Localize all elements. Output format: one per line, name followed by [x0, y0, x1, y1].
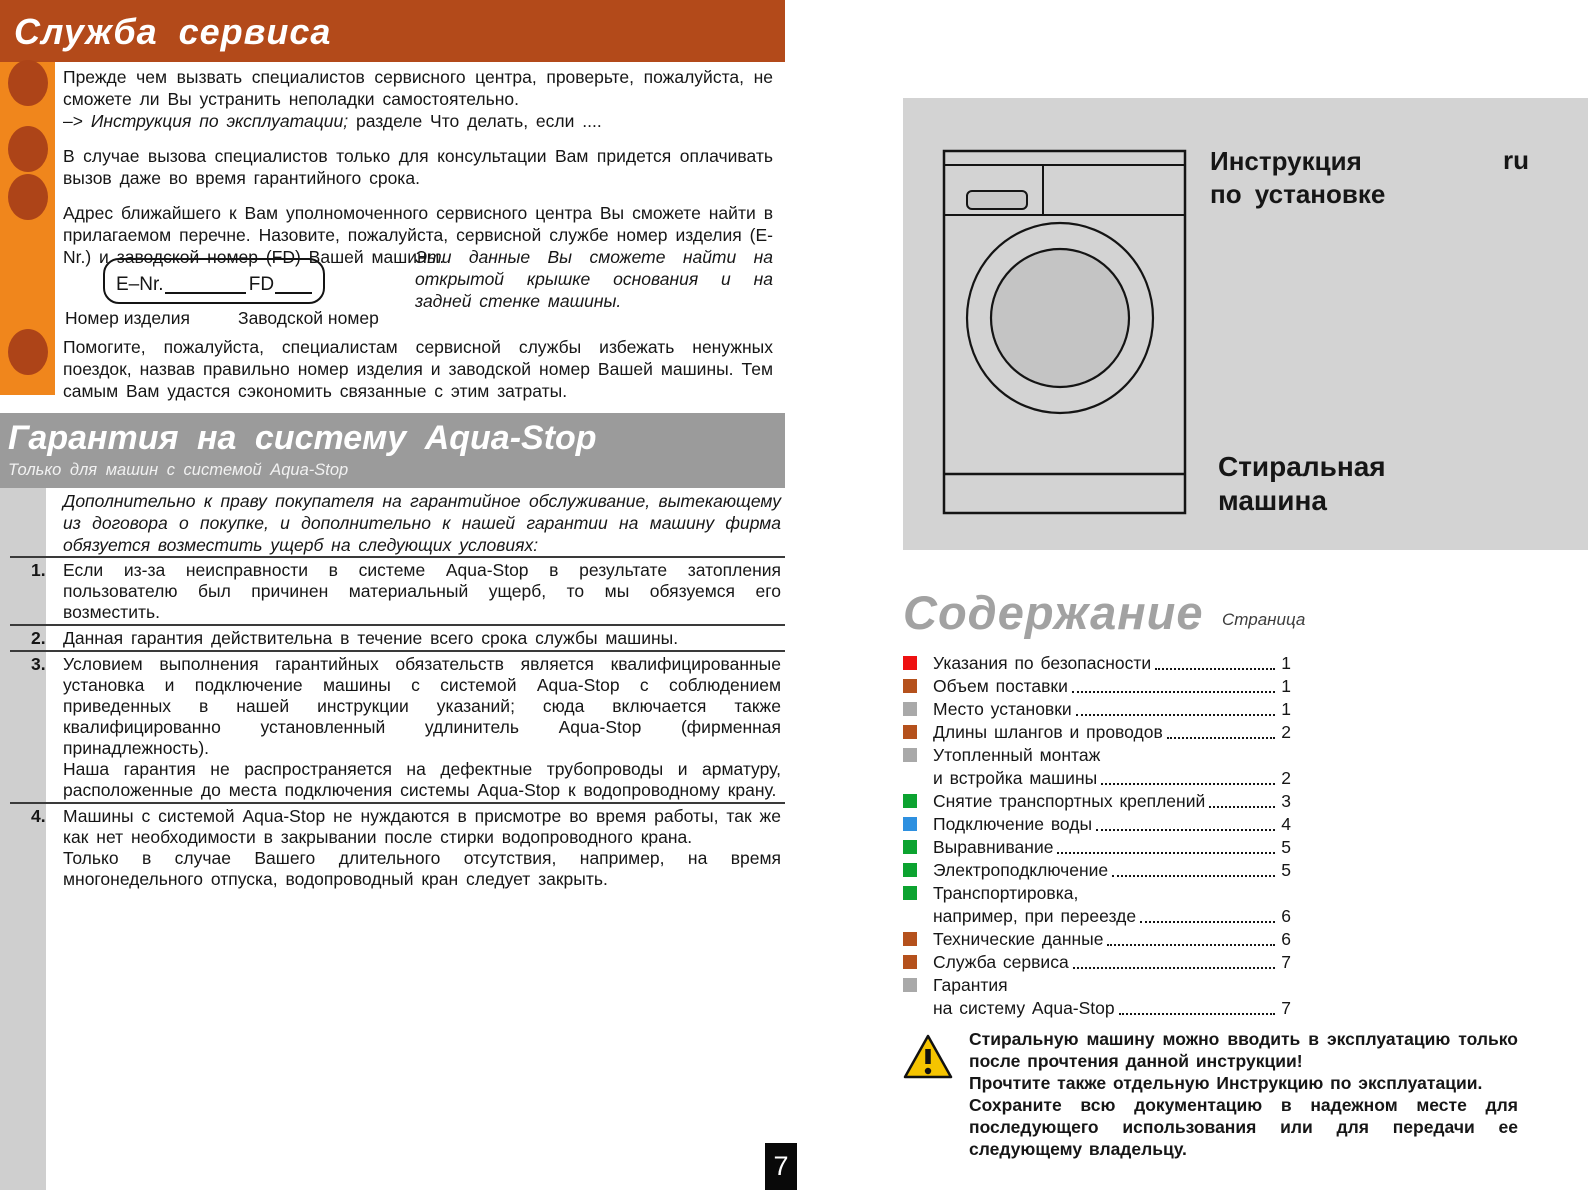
- product-number-label: Номер изделия: [65, 308, 190, 328]
- toc-page-column-label: Страница: [1222, 610, 1306, 629]
- dot-leader: [1072, 691, 1275, 693]
- warranty-item-text: Если из-за неисправности в системе Aqua-Stop в результате затопления пользователю был причинен материальный ущерб, то мы обязуемся его возместить.: [63, 560, 781, 622]
- toc-page-number: 4: [1281, 814, 1291, 834]
- toc-item-transporting: [903, 882, 1291, 928]
- warranty-item-4: [10, 802, 785, 891]
- toc-page-number: 7: [1281, 952, 1291, 972]
- toc-label: Подключение воды: [933, 814, 1093, 834]
- fd-underline: [275, 292, 312, 294]
- cover-panel: [903, 98, 1588, 550]
- toc-item-hose-lengths: [903, 721, 1291, 744]
- toc-label: Объем поставки: [933, 676, 1068, 696]
- toc-item-levelling: [903, 836, 1291, 859]
- toc-page-number: 2: [1281, 768, 1291, 788]
- product-name-line1: Стиральная: [1218, 451, 1386, 482]
- dot-leader: [1119, 1013, 1275, 1015]
- toc-label: Электроподключение: [933, 860, 1109, 880]
- warranty-item-2: [10, 624, 785, 650]
- toc-label-line1: Утопленный монтаж: [933, 745, 1101, 765]
- toc-label: например, при переезде: [933, 906, 1137, 926]
- warning-text: [969, 1028, 1518, 1160]
- toc-label-line1: Гарантия: [933, 975, 1008, 995]
- section-color-square: [903, 886, 917, 900]
- section-color-square: [903, 817, 917, 831]
- section-color-square: [903, 725, 917, 739]
- dot-leader: [1073, 967, 1275, 969]
- toc-title: Содержание: [903, 586, 1204, 639]
- toc-item-aquastop-warranty: [903, 974, 1291, 1020]
- section-color-square: [903, 955, 917, 969]
- warranty-item-1: [10, 556, 785, 624]
- section-color-square: [903, 702, 917, 716]
- warranty-item-number: 4.: [31, 806, 46, 826]
- service-section-header: [0, 0, 785, 62]
- toc-item-technical-data: [903, 928, 1291, 951]
- service-paragraph-4: Помогите, пожалуйста, специалистам сервисной службы избежать ненужных поездок, назвав правильно номер изделия и заводской номер Вашей машины. Тем самым Вам удастся сэкономить связанные с этим затраты.: [63, 337, 773, 401]
- toc-label: Служба сервиса: [933, 952, 1069, 972]
- dot-leader: [1140, 921, 1275, 923]
- toc-item-recessed-install: [903, 744, 1291, 790]
- toc-page-number: 1: [1281, 676, 1291, 696]
- service-paragraph-3: Адрес ближайшего к Вам уполномоченного сервисного центра Вы сможете найти в прилагаемом перечне. Назовите, пожалуйста, сервисной службе номер изделия (E-Nr.) и заводской номер (FD) Вашей машины.: [63, 203, 773, 267]
- washing-machine-illustration: [930, 148, 1188, 516]
- toc-page-number: 5: [1281, 860, 1291, 880]
- warranty-item-text: [63, 654, 785, 801]
- detergent-drawer: [967, 191, 1027, 209]
- toc-page-number: 7: [1281, 998, 1291, 1018]
- warranty-item-number: 2.: [31, 628, 46, 648]
- warning-line-2: Прочтите также отдельную Инструкцию по эксплуатации.: [969, 1073, 1483, 1093]
- section-color-square: [903, 679, 917, 693]
- enr-underline: [165, 292, 246, 294]
- warranty-section-title: Гарантия на систему Aqua-Stop: [8, 419, 597, 457]
- toc-label: на систему Aqua-Stop: [933, 998, 1115, 1018]
- warranty-item-paragraph: Наша гарантия не распространяется на дефектные трубопроводы и арматуру, расположенные до места подключения системы Aqua-Stop к водопроводному крану.: [63, 759, 781, 800]
- service-paragraph-1: [63, 66, 773, 132]
- enr-fd-entry-box: [103, 258, 325, 304]
- toc-item-electrical: [903, 859, 1291, 882]
- door-glass: [991, 249, 1129, 387]
- page-number-badge: [765, 1143, 797, 1190]
- section-color-square: [903, 932, 917, 946]
- toc-item-delivery: [903, 675, 1291, 698]
- dot-leader: [1155, 668, 1275, 670]
- toc-label-line1: Транспортировка,: [933, 883, 1079, 903]
- warranty-item-text: [63, 806, 785, 890]
- service-reference-rest: разделе Что делать, если ....: [355, 111, 602, 131]
- language-code: ru: [1503, 145, 1529, 175]
- fd-label: FD: [248, 274, 275, 295]
- warranty-item-paragraph: Условием выполнения гарантийных обязательств является квалифицированные установка и подключение машины с системой Aqua-Stop с соблюдением приведенных в нашей инструкции указаний; сюда включается также квалифицированно установленный удлинитель Aqua-Stop (фирменная принадлежность).: [63, 654, 781, 758]
- dot-leader: [1096, 829, 1275, 831]
- warranty-intro: Дополнительно к праву покупателя на гарантийное обслуживание, вытекающему из договора о покупке, и дополнительно к нашей гарантии на машину фирма обязуется возместить ущерб на следующих условиях:: [63, 491, 781, 555]
- service-reference-line: [63, 110, 773, 132]
- warranty-section-header: [0, 413, 785, 488]
- bullet-icon: [8, 126, 48, 172]
- section-color-square: [903, 840, 917, 854]
- toc-label: Указания по безопасности: [933, 653, 1152, 673]
- enr-label: E–Nr.: [116, 274, 164, 295]
- toc-page-number: 6: [1281, 929, 1291, 949]
- warranty-conditions-list: [10, 556, 785, 891]
- toc-label: Место установки: [933, 699, 1072, 719]
- toc-page-number: 2: [1281, 722, 1291, 742]
- page-number: 7: [773, 1151, 789, 1181]
- cover-title: [1210, 145, 1385, 211]
- serial-number-label: Заводской номер: [238, 308, 379, 328]
- toc-label: Выравнивание: [933, 837, 1054, 857]
- dot-leader: [1101, 783, 1275, 785]
- service-reference-italic: Инструкция по эксплуатации;: [90, 111, 349, 131]
- bullet-icon: [8, 60, 48, 106]
- toc-page-number: 1: [1281, 653, 1291, 673]
- dot-leader: [1076, 714, 1275, 716]
- warranty-item-number: 3.: [31, 654, 46, 674]
- cover-title-line2: по установке: [1210, 179, 1386, 209]
- toc-item-service: [903, 951, 1291, 974]
- toc-page-number: 5: [1281, 837, 1291, 857]
- section-color-square: [903, 794, 917, 808]
- warning-line-3: Сохраните всю документацию в надежном месте для последующего использования или для передачи ее следующему владельцу.: [969, 1095, 1518, 1159]
- warning-block: [903, 1028, 1518, 1160]
- toc-item-safety: [903, 652, 1291, 675]
- warranty-item-paragraph: Только в случае Вашего длительного отсутствия, например, на время многонедельного отпуска, водопроводный кран следует закрыть.: [63, 848, 781, 889]
- service-section-title: Служба сервиса: [14, 11, 332, 52]
- warning-line-1: Стиральную машину можно вводить в эксплуатацию только после прочтения данной инструкции!: [969, 1029, 1518, 1071]
- section-color-square: [903, 863, 917, 877]
- section-color-square: [903, 748, 917, 762]
- dot-leader: [1057, 852, 1275, 854]
- warranty-item-3: [10, 650, 785, 802]
- product-name: [1218, 450, 1386, 518]
- toc-page-number: 6: [1281, 906, 1291, 926]
- dot-leader: [1209, 806, 1275, 808]
- dot-leader: [1112, 875, 1275, 877]
- toc-item-transport-bolts: [903, 790, 1291, 813]
- enr-note: Эти данные Вы сможете найти на открытой крышке основания и на задней стенке машины.: [415, 247, 773, 311]
- toc-label: Длины шлангов и проводов: [933, 722, 1163, 742]
- toc-label: Снятие транспортных креплений: [933, 791, 1206, 811]
- warning-icon: [903, 1028, 953, 1160]
- dot-leader: [1107, 944, 1275, 946]
- bullet-icon: [8, 329, 48, 375]
- warranty-item-paragraph: Машины с системой Aqua-Stop не нуждаются в присмотре во время работы, так же как нет необходимости в закрывании после стирки водопроводного крана.: [63, 806, 781, 847]
- bullet-icon: [8, 174, 48, 220]
- warranty-item-number: 1.: [31, 560, 46, 580]
- product-name-line2: машина: [1218, 485, 1327, 516]
- toc-page-number: 1: [1281, 699, 1291, 719]
- service-paragraph-1-text: Прежде чем вызвать специалистов сервисного центра, проверьте, пожалуйста, не сможете ли Вы устранить неполадки самостоятельно.: [63, 67, 773, 109]
- section-color-square: [903, 656, 917, 670]
- toc-item-location: [903, 698, 1291, 721]
- toc-item-water-connection: [903, 813, 1291, 836]
- section-color-square: [903, 978, 917, 992]
- toc-page-number: 3: [1281, 791, 1291, 811]
- service-paragraph-2: В случае вызова специалистов только для консультации Вам придется оплачивать вызов даже во время гарантийного срока.: [63, 146, 773, 188]
- dot-leader: [1167, 737, 1275, 739]
- cover-title-line1: Инструкция: [1210, 146, 1362, 176]
- warranty-section-subtitle: Только для машин с системой Aqua-Stop: [8, 461, 349, 479]
- arrow-glyph: –>: [63, 111, 83, 131]
- warranty-item-text: Данная гарантия действительна в течение всего срока службы машины.: [63, 628, 679, 648]
- table-of-contents: [903, 652, 1291, 1020]
- toc-label: и встройка машины: [933, 768, 1098, 788]
- toc-label: Технические данные: [933, 929, 1104, 949]
